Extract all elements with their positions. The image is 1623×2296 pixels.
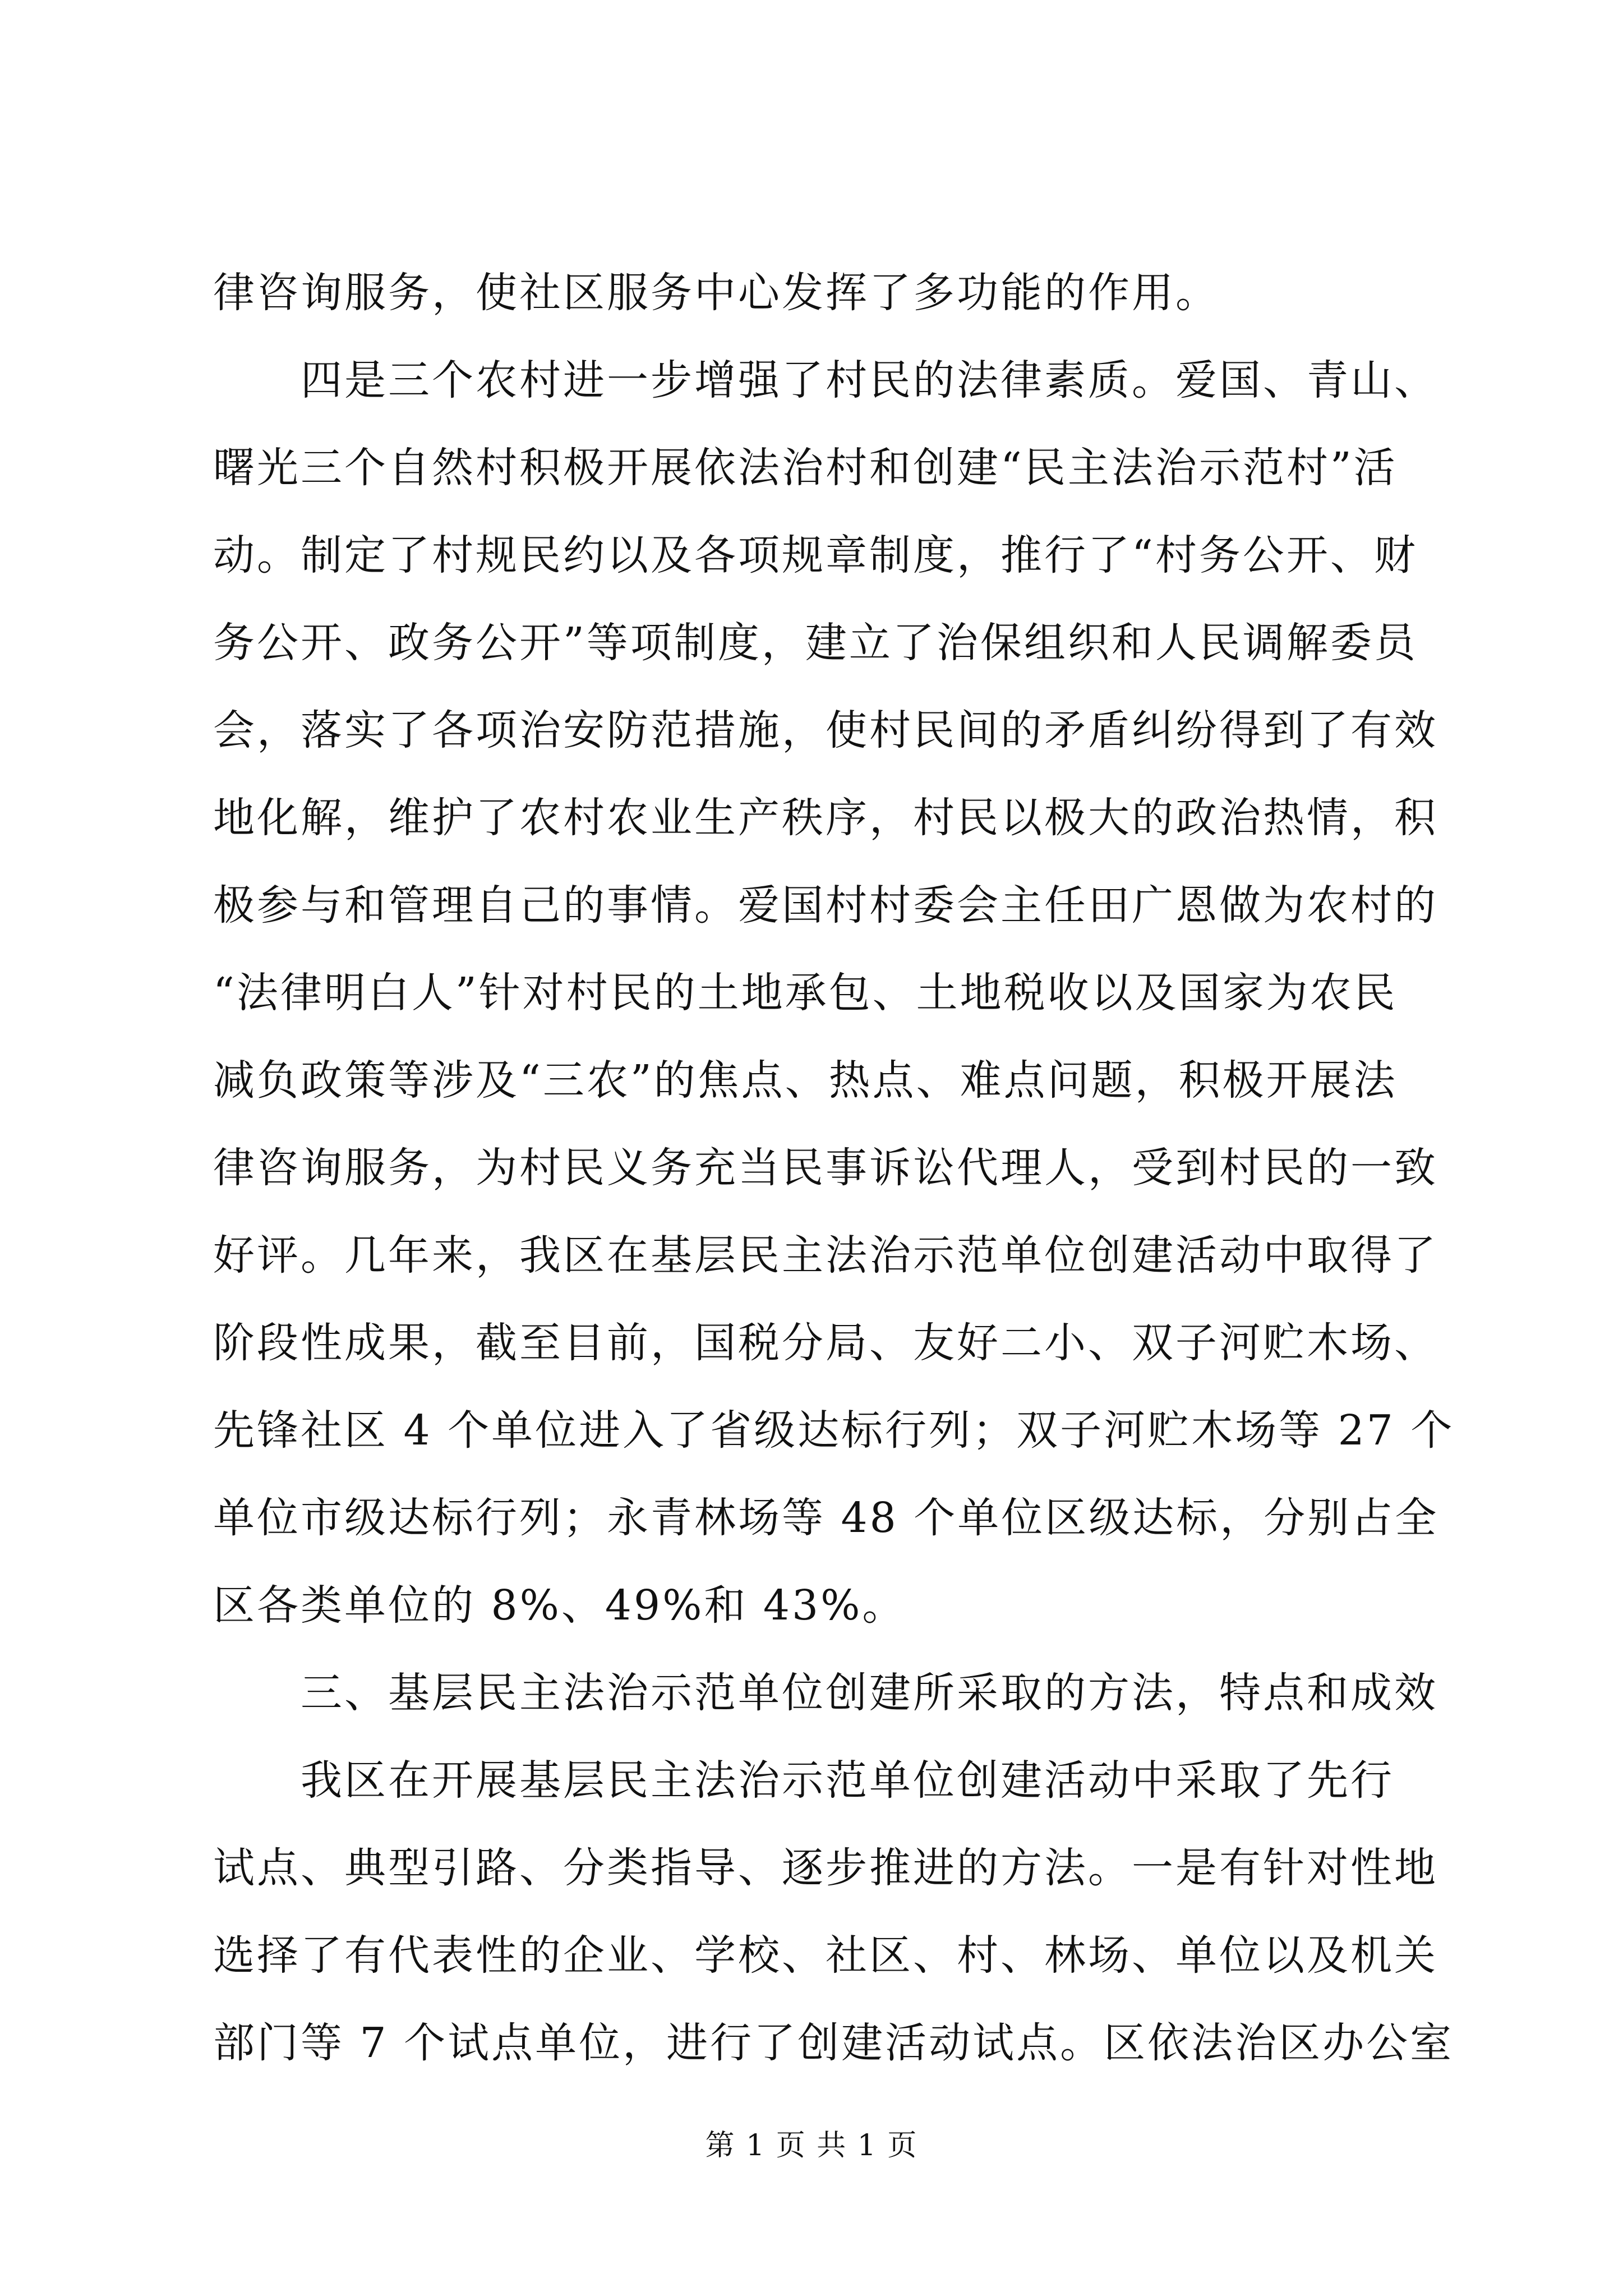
text-line: 好评。几年来，我区在基层民主法治示范单位创建活动中取得了 <box>213 1231 1438 1280</box>
text-line: 动。制定了村规民约以及各项规章制度，推行了“村务公开、财 <box>213 531 1418 579</box>
text-line: 律咨询服务，为村民义务充当民事诉讼代理人，受到村民的一致 <box>213 1144 1438 1192</box>
text-line: 单位市级达标行列；永青林场等 48 个单位区级达标，分别占全 <box>213 1494 1439 1542</box>
text-line: “法律明白人”针对村民的土地承包、土地税收以及国家为农民 <box>213 969 1398 1017</box>
text-line: 我区在开展基层民主法治示范单位创建活动中采取了先行 <box>213 1756 1394 1805</box>
text-line: 区各类单位的 8%、49%和 43%。 <box>213 1581 906 1630</box>
text-line: 曙光三个自然村积极开展依法治村和创建“民主法治示范村”活 <box>213 444 1398 492</box>
text-line: 务公开、政务公开”等项制度，建立了治保组织和人民调解委员 <box>213 619 1418 667</box>
text-line: 先锋社区 4 个单位进入了省级达标行列；双子河贮木场等 27 个 <box>213 1406 1455 1455</box>
text-line: 极参与和管理自己的事情。爱国村村委会主任田广恩做为农村的 <box>213 881 1438 930</box>
section-heading: 三、基层民主法治示范单位创建所采取的方法，特点和成效 <box>213 1669 1438 1717</box>
document-body <box>213 259 1455 2097</box>
text-line: 律咨询服务，使社区服务中心发挥了多功能的作用。 <box>213 269 1219 317</box>
page-number-footer: 第 1 页 共 1 页 <box>705 2129 918 2162</box>
text-line: 试点、典型引路、分类指导、逐步推进的方法。一是有针对性地 <box>213 1844 1438 1892</box>
text-line: 选择了有代表性的企业、学校、社区、村、林场、单位以及机关 <box>213 1931 1438 1980</box>
text-line: 阶段性成果，截至目前，国税分局、友好二小、双子河贮木场、 <box>213 1319 1438 1367</box>
text-line: 四是三个农村进一步增强了村民的法律素质。爱国、青山、 <box>213 356 1438 404</box>
text-line: 部门等 7 个试点单位，进行了创建活动试点。区依法治区办公室 <box>213 2019 1454 2067</box>
text-line: 地化解，维护了农村农业生产秩序，村民以极大的政治热情，积 <box>213 794 1438 842</box>
text-line: 会，落实了各项治安防范措施，使村民间的矛盾纠纷得到了有效 <box>213 706 1438 754</box>
text-line: 减负政策等涉及“三农”的焦点、热点、难点问题，积极开展法 <box>213 1056 1398 1105</box>
